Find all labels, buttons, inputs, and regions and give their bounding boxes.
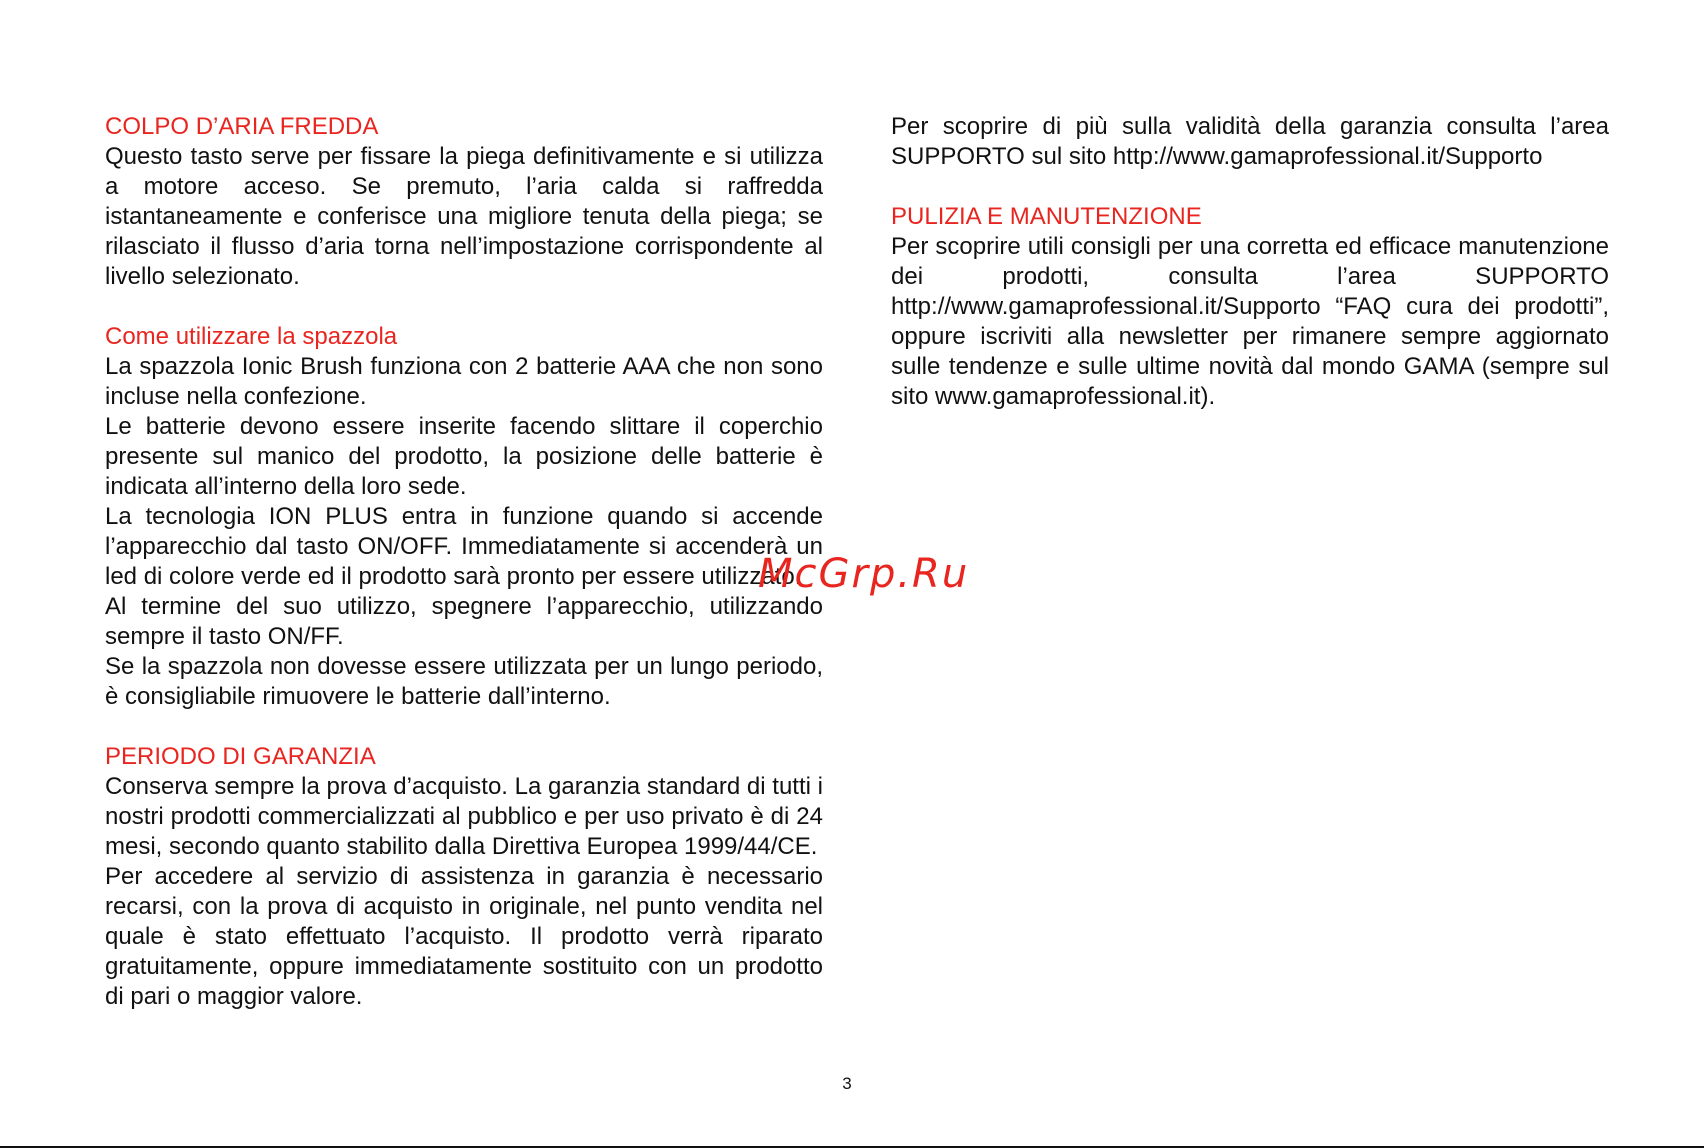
section-warranty (105, 742, 823, 1012)
paragraph: Questo tasto serve per fissare la piega definitivamente e si utilizza a motore acceso. Se premuto, l’aria calda si raffredda istantaneamente e conferisce una migliore tenuta della piega; se rilasciato il flusso d’aria torna nell’impostazione corrispondente al livello selezionato. (105, 143, 823, 290)
right-column (891, 112, 1609, 442)
paragraph: Per accedere al servizio di assistenza in garanzia è necessario recarsi, con la prova di acquisto in originale, nel punto vendita nel quale è stato effettuato l’acquisto. Il prodotto verrà riparato gratuitamente, oppure immediatamente sostituito con un prodotto di pari o maggior valore. (105, 863, 823, 1010)
section-heading-brush-usage: Come utilizzare la spazzola (105, 323, 398, 350)
section-warranty-info (891, 112, 1609, 172)
watermark: McGrp.Ru (758, 551, 970, 597)
paragraph: Per scoprire utili consigli per una corretta ed efficace manutenzione dei prodotti, consulta l’area SUPPORTO http://www.gamaprofessional.it/Supporto “FAQ cura dei prodotti”, oppure iscriviti alla newsletter per rimanere sempre aggiornato sulle tendenze e sulle ultime novità dal mondo GAMA (sempre sul sito www.gamaprofessional.it). (891, 233, 1609, 410)
paragraph: Le batterie devono essere inserite facendo slittare il coperchio presente sul manico del prodotto, la posizione delle batterie è indicata all’interno della loro sede. (105, 413, 823, 500)
section-cleaning (891, 202, 1609, 412)
section-heading-warranty: PERIODO DI GARANZIA (105, 743, 376, 770)
paragraph: Al termine del suo utilizzo, spegnere l’apparecchio, utilizzando sempre il tasto ON/FF. (105, 593, 823, 650)
paragraph: Conserva sempre la prova d’acquisto. La garanzia standard di tutti i nostri prodotti commercializzati al pubblico e per uso privato è di 24 mesi, secondo quanto stabilito dalla Direttiva Europea 1999/44/CE. (105, 773, 823, 860)
paragraph: La tecnologia ION PLUS entra in funzione quando si accende l’apparecchio dal tasto ON/OFF. Immediatamente si accenderà un led di colore verde ed il prodotto sarà pronto per essere utilizzato. (105, 503, 823, 590)
section-brush-usage (105, 322, 823, 712)
page-number: 3 (842, 1074, 852, 1093)
paragraph: La spazzola Ionic Brush funziona con 2 batterie AAA che non sono incluse nella confezione. (105, 353, 823, 410)
paragraph-warranty-info: Per scoprire di più sulla validità della garanzia consulta l’area SUPPORTO sul sito http://www.gamaprofessional.it/Supporto (891, 113, 1609, 170)
left-column (105, 112, 823, 1042)
section-cold-shot (105, 112, 823, 292)
section-heading-cold-shot: COLPO D’ARIA FREDDA (105, 113, 379, 140)
paragraph: Se la spazzola non dovesse essere utilizzata per un lungo periodo, è consigliabile rimuovere le batterie dall’interno. (105, 653, 823, 710)
section-heading-cleaning: PULIZIA E MANUTENZIONE (891, 203, 1202, 230)
